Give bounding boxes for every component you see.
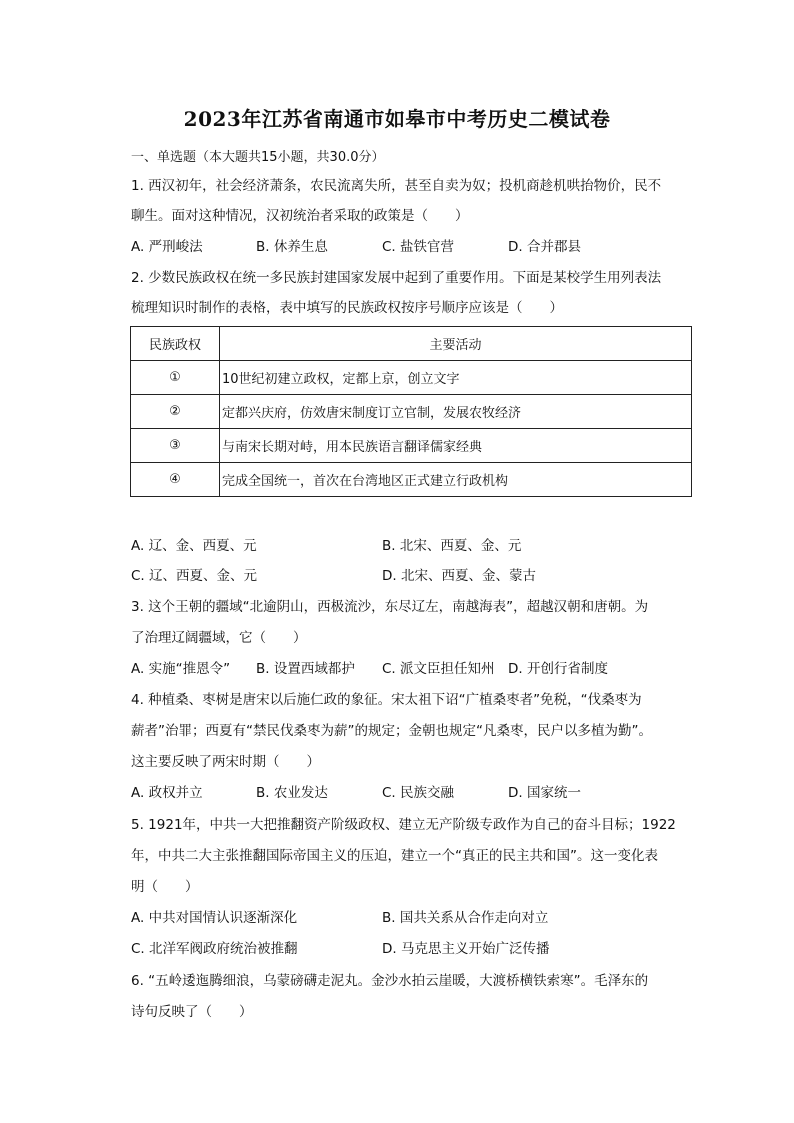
question-4-text: 这主要反映了两宋时期（ ） xyxy=(131,754,320,770)
question-4-text: 4. 种植桑、枣树是唐宋以后施仁政的象征。宋太祖下诏“广植桑枣者”免税，“伐桑枣为 xyxy=(131,692,642,708)
table-header-row xyxy=(131,327,692,361)
question-2-option-b: B. 北宋、西夏、金、元 xyxy=(382,538,522,554)
ethnic-regimes-table xyxy=(130,326,692,497)
question-1-option-c: C. 盐铁官营 xyxy=(382,239,455,255)
table-cell-activity: 与南宋长期对峙，用本民族语言翻译儒家经典 xyxy=(220,429,692,463)
table-header-cell: 主要活动 xyxy=(220,327,692,361)
question-6-text: 诗句反映了（ ） xyxy=(131,1004,253,1020)
table-cell-activity: 定都兴庆府，仿效唐宋制度订立官制，发展农牧经济 xyxy=(220,395,692,429)
exam-title: 2023年江苏省南通市如皋市中考历史二模试卷 xyxy=(183,107,611,131)
table-cell-number: ④ xyxy=(131,463,220,497)
question-2-option-a: A. 辽、金、西夏、元 xyxy=(131,538,257,554)
question-4-text: 薪者”治罪；西夏有“禁民伐桑枣为薪”的规定；金朝也规定“凡桑枣，民户以多植为勤”。 xyxy=(131,723,652,739)
question-1-option-a: A. 严刑峻法 xyxy=(131,239,203,255)
question-2-option-d: D. 北宋、西夏、金、蒙古 xyxy=(382,568,536,584)
question-4-option-a: A. 政权并立 xyxy=(131,785,203,801)
question-3-option-c: C. 派文臣担任知州 xyxy=(382,661,495,677)
table-row xyxy=(131,429,692,463)
question-4-option-d: D. 国家统一 xyxy=(508,785,581,801)
section-heading: 一、单选题（本大题共15小题，共30.0分） xyxy=(131,150,385,165)
question-5-text: 明（ ） xyxy=(131,879,199,895)
table-row xyxy=(131,463,692,497)
question-2-option-c: C. 辽、西夏、金、元 xyxy=(131,568,258,584)
table-row xyxy=(131,361,692,395)
question-1-option-b: B. 休养生息 xyxy=(256,239,328,255)
question-1-text: 聊生。面对这种情况，汉初统治者采取的政策是（ ） xyxy=(131,208,469,224)
question-5-option-d: D. 马克思主义开始广泛传播 xyxy=(382,941,550,957)
question-3-text: 3. 这个王朝的疆域“北逾阴山，西极流沙，东尽辽左，南越海表”，超越汉朝和唐朝。为 xyxy=(131,599,649,615)
question-3-text: 了治理辽阔疆域，它（ ） xyxy=(131,630,307,646)
question-5-option-c: C. 北洋军阀政府统治被推翻 xyxy=(131,941,298,957)
question-1-text: 1. 西汉初年，社会经济萧条，农民流离失所，甚至自卖为奴；投机商趁机哄抬物价，民不 xyxy=(131,178,662,194)
question-5-text: 5. 1921年，中共一大把推翻资产阶级政权、建立无产阶级专政作为自己的奋斗目标；1922 xyxy=(131,817,676,833)
table-row xyxy=(131,395,692,429)
table-cell-number: ③ xyxy=(131,429,220,463)
question-5-text: 年，中共二大主张推翻国际帝国主义的压迫，建立一个“真正的民主共和国”。这一变化表 xyxy=(131,848,658,864)
question-3-option-b: B. 设置西域都护 xyxy=(256,661,355,677)
question-5-option-b: B. 国共关系从合作走向对立 xyxy=(382,910,549,926)
table-cell-activity: 完成全国统一，首次在台湾地区正式建立行政机构 xyxy=(220,463,692,497)
question-5-option-a: A. 中共对国情认识逐渐深化 xyxy=(131,910,298,926)
question-2-text: 2. 少数民族政权在统一多民族封建国家发展中起到了重要作用。下面是某校学生用列表法 xyxy=(131,270,662,286)
table-cell-number: ② xyxy=(131,395,220,429)
question-6-text: 6. “五岭逶迤腾细浪，乌蒙磅礴走泥丸。金沙水拍云崖暖，大渡桥横铁索寒”。毛泽东的 xyxy=(131,973,649,989)
table-cell-activity: 10世纪初建立政权，定都上京，创立文字 xyxy=(220,361,692,395)
question-3-option-d: D. 开创行省制度 xyxy=(508,661,608,677)
table-header-cell: 民族政权 xyxy=(131,327,220,361)
question-4-option-c: C. 民族交融 xyxy=(382,785,455,801)
table-cell-number: ① xyxy=(131,361,220,395)
question-2-text: 梳理知识时制作的表格，表中填写的民族政权按序号顺序应该是（ ） xyxy=(131,300,563,316)
question-4-option-b: B. 农业发达 xyxy=(256,785,328,801)
question-1-option-d: D. 合并郡县 xyxy=(508,239,581,255)
question-3-option-a: A. 实施“推恩令” xyxy=(131,661,231,677)
